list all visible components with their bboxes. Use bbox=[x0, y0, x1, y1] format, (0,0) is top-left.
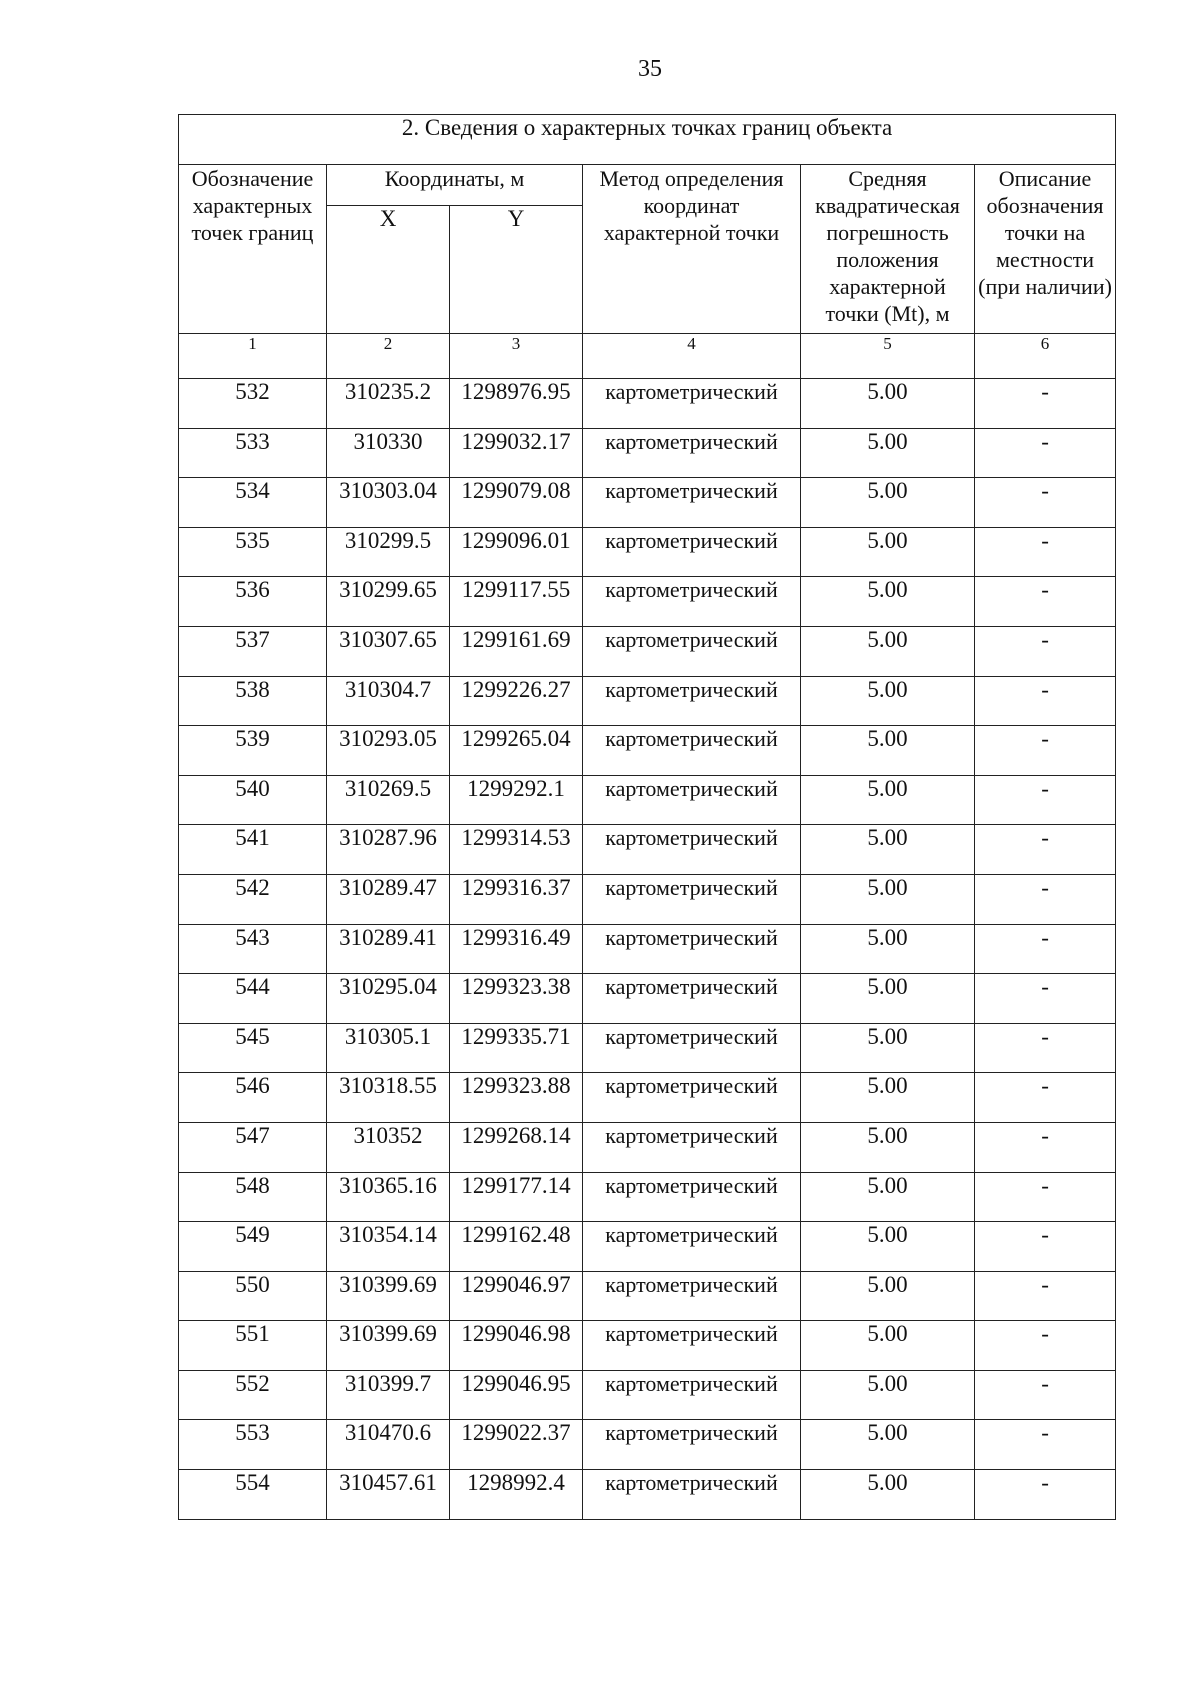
description-cell: - bbox=[975, 1370, 1116, 1420]
x-cell: 310330 bbox=[327, 428, 450, 478]
x-cell: 310399.7 bbox=[327, 1370, 450, 1420]
point-cell: 535 bbox=[179, 527, 327, 577]
y-cell: 1299316.37 bbox=[450, 874, 583, 924]
x-cell: 310352 bbox=[327, 1122, 450, 1172]
method-cell: картометрический bbox=[583, 775, 801, 825]
x-cell: 310289.41 bbox=[327, 924, 450, 974]
table-row bbox=[179, 775, 1116, 825]
table-row bbox=[179, 1420, 1116, 1470]
point-cell: 538 bbox=[179, 676, 327, 726]
column-number: 6 bbox=[975, 334, 1116, 379]
error-cell: 5.00 bbox=[801, 1222, 975, 1272]
table-row bbox=[179, 577, 1116, 627]
point-cell: 540 bbox=[179, 775, 327, 825]
error-cell: 5.00 bbox=[801, 1172, 975, 1222]
method-cell: картометрический bbox=[583, 874, 801, 924]
method-cell: картометрический bbox=[583, 428, 801, 478]
error-cell: 5.00 bbox=[801, 577, 975, 627]
x-cell: 310304.7 bbox=[327, 676, 450, 726]
error-cell: 5.00 bbox=[801, 825, 975, 875]
description-cell: - bbox=[975, 1222, 1116, 1272]
header-coordinates: Координаты, м bbox=[327, 165, 583, 206]
error-cell: 5.00 bbox=[801, 924, 975, 974]
point-cell: 542 bbox=[179, 874, 327, 924]
error-cell: 5.00 bbox=[801, 1073, 975, 1123]
table-body bbox=[179, 379, 1116, 1520]
method-cell: картометрический bbox=[583, 1420, 801, 1470]
error-cell: 5.00 bbox=[801, 775, 975, 825]
column-number: 3 bbox=[450, 334, 583, 379]
description-cell: - bbox=[975, 527, 1116, 577]
header-method: Метод определения координат характерной точки bbox=[583, 165, 801, 334]
method-cell: картометрический bbox=[583, 726, 801, 776]
header-description: Описание обозначения точки на местности (при наличии) bbox=[975, 165, 1116, 334]
column-number-row bbox=[179, 334, 1116, 379]
point-cell: 534 bbox=[179, 478, 327, 528]
table-row bbox=[179, 974, 1116, 1024]
table-row bbox=[179, 626, 1116, 676]
point-cell: 543 bbox=[179, 924, 327, 974]
table-row bbox=[179, 1122, 1116, 1172]
table-row bbox=[179, 1172, 1116, 1222]
y-cell: 1299323.88 bbox=[450, 1073, 583, 1123]
y-cell: 1299268.14 bbox=[450, 1122, 583, 1172]
y-cell: 1299316.49 bbox=[450, 924, 583, 974]
point-cell: 549 bbox=[179, 1222, 327, 1272]
header-x: X bbox=[327, 206, 450, 334]
x-cell: 310318.55 bbox=[327, 1073, 450, 1123]
error-cell: 5.00 bbox=[801, 676, 975, 726]
error-cell: 5.00 bbox=[801, 1023, 975, 1073]
error-cell: 5.00 bbox=[801, 1271, 975, 1321]
y-cell: 1298992.4 bbox=[450, 1470, 583, 1520]
method-cell: картометрический bbox=[583, 1370, 801, 1420]
description-cell: - bbox=[975, 874, 1116, 924]
x-cell: 310289.47 bbox=[327, 874, 450, 924]
table-row bbox=[179, 1470, 1116, 1520]
y-cell: 1299032.17 bbox=[450, 428, 583, 478]
method-cell: картометрический bbox=[583, 1271, 801, 1321]
y-cell: 1299162.48 bbox=[450, 1222, 583, 1272]
x-cell: 310299.65 bbox=[327, 577, 450, 627]
method-cell: картометрический bbox=[583, 1321, 801, 1371]
x-cell: 310287.96 bbox=[327, 825, 450, 875]
point-cell: 536 bbox=[179, 577, 327, 627]
table-row bbox=[179, 1321, 1116, 1371]
method-cell: картометрический bbox=[583, 379, 801, 429]
y-cell: 1299117.55 bbox=[450, 577, 583, 627]
x-cell: 310399.69 bbox=[327, 1321, 450, 1371]
description-cell: - bbox=[975, 775, 1116, 825]
point-cell: 547 bbox=[179, 1122, 327, 1172]
error-cell: 5.00 bbox=[801, 527, 975, 577]
table-row bbox=[179, 1370, 1116, 1420]
description-cell: - bbox=[975, 974, 1116, 1024]
table-row bbox=[179, 924, 1116, 974]
y-cell: 1299096.01 bbox=[450, 527, 583, 577]
description-cell: - bbox=[975, 428, 1116, 478]
y-cell: 1299226.27 bbox=[450, 676, 583, 726]
point-cell: 546 bbox=[179, 1073, 327, 1123]
x-cell: 310354.14 bbox=[327, 1222, 450, 1272]
x-cell: 310235.2 bbox=[327, 379, 450, 429]
table-row bbox=[179, 428, 1116, 478]
error-cell: 5.00 bbox=[801, 726, 975, 776]
point-cell: 551 bbox=[179, 1321, 327, 1371]
point-cell: 537 bbox=[179, 626, 327, 676]
y-cell: 1299177.14 bbox=[450, 1172, 583, 1222]
description-cell: - bbox=[975, 1321, 1116, 1371]
column-number: 4 bbox=[583, 334, 801, 379]
method-cell: картометрический bbox=[583, 478, 801, 528]
point-cell: 541 bbox=[179, 825, 327, 875]
y-cell: 1299022.37 bbox=[450, 1420, 583, 1470]
header-error: Средняя квадратическая погрешность положения характерной точки (Mt), м bbox=[801, 165, 975, 334]
x-cell: 310470.6 bbox=[327, 1420, 450, 1470]
error-cell: 5.00 bbox=[801, 379, 975, 429]
x-cell: 310399.69 bbox=[327, 1271, 450, 1321]
description-cell: - bbox=[975, 1470, 1116, 1520]
y-cell: 1299161.69 bbox=[450, 626, 583, 676]
method-cell: картометрический bbox=[583, 676, 801, 726]
description-cell: - bbox=[975, 626, 1116, 676]
x-cell: 310295.04 bbox=[327, 974, 450, 1024]
boundary-points-table bbox=[178, 114, 1116, 1520]
method-cell: картометрический bbox=[583, 1470, 801, 1520]
table-row bbox=[179, 676, 1116, 726]
error-cell: 5.00 bbox=[801, 1420, 975, 1470]
table-row bbox=[179, 726, 1116, 776]
description-cell: - bbox=[975, 726, 1116, 776]
y-cell: 1299265.04 bbox=[450, 726, 583, 776]
error-cell: 5.00 bbox=[801, 478, 975, 528]
x-cell: 310365.16 bbox=[327, 1172, 450, 1222]
point-cell: 548 bbox=[179, 1172, 327, 1222]
y-cell: 1299323.38 bbox=[450, 974, 583, 1024]
description-cell: - bbox=[975, 1172, 1116, 1222]
description-cell: - bbox=[975, 1023, 1116, 1073]
error-cell: 5.00 bbox=[801, 874, 975, 924]
method-cell: картометрический bbox=[583, 626, 801, 676]
method-cell: картометрический bbox=[583, 825, 801, 875]
method-cell: картометрический bbox=[583, 1222, 801, 1272]
method-cell: картометрический bbox=[583, 1122, 801, 1172]
table-row bbox=[179, 825, 1116, 875]
point-cell: 544 bbox=[179, 974, 327, 1024]
method-cell: картометрический bbox=[583, 1023, 801, 1073]
method-cell: картометрический bbox=[583, 1073, 801, 1123]
description-cell: - bbox=[975, 1271, 1116, 1321]
page-number: 35 bbox=[638, 56, 662, 82]
method-cell: картометрический bbox=[583, 924, 801, 974]
description-cell: - bbox=[975, 1420, 1116, 1470]
description-cell: - bbox=[975, 825, 1116, 875]
description-cell: - bbox=[975, 1073, 1116, 1123]
column-number: 5 bbox=[801, 334, 975, 379]
description-cell: - bbox=[975, 379, 1116, 429]
point-cell: 553 bbox=[179, 1420, 327, 1470]
x-cell: 310305.1 bbox=[327, 1023, 450, 1073]
header-y: Y bbox=[450, 206, 583, 334]
method-cell: картометрический bbox=[583, 527, 801, 577]
y-cell: 1299335.71 bbox=[450, 1023, 583, 1073]
point-cell: 532 bbox=[179, 379, 327, 429]
y-cell: 1298976.95 bbox=[450, 379, 583, 429]
y-cell: 1299314.53 bbox=[450, 825, 583, 875]
point-cell: 539 bbox=[179, 726, 327, 776]
column-number: 1 bbox=[179, 334, 327, 379]
table-row bbox=[179, 478, 1116, 528]
x-cell: 310307.65 bbox=[327, 626, 450, 676]
table-row bbox=[179, 1073, 1116, 1123]
error-cell: 5.00 bbox=[801, 1122, 975, 1172]
y-cell: 1299046.97 bbox=[450, 1271, 583, 1321]
x-cell: 310303.04 bbox=[327, 478, 450, 528]
description-cell: - bbox=[975, 577, 1116, 627]
header-designation: Обозначение характерных точек границ bbox=[179, 165, 327, 334]
table-row bbox=[179, 1271, 1116, 1321]
error-cell: 5.00 bbox=[801, 626, 975, 676]
method-cell: картометрический bbox=[583, 577, 801, 627]
description-cell: - bbox=[975, 1122, 1116, 1172]
description-cell: - bbox=[975, 478, 1116, 528]
table-row bbox=[179, 527, 1116, 577]
error-cell: 5.00 bbox=[801, 428, 975, 478]
table-row bbox=[179, 379, 1116, 429]
table-row bbox=[179, 1023, 1116, 1073]
point-cell: 533 bbox=[179, 428, 327, 478]
point-cell: 554 bbox=[179, 1470, 327, 1520]
y-cell: 1299046.95 bbox=[450, 1370, 583, 1420]
error-cell: 5.00 bbox=[801, 1370, 975, 1420]
x-cell: 310269.5 bbox=[327, 775, 450, 825]
point-cell: 552 bbox=[179, 1370, 327, 1420]
y-cell: 1299079.08 bbox=[450, 478, 583, 528]
section-title: 2. Сведения о характерных точках границ объекта bbox=[179, 115, 1116, 165]
method-cell: картометрический bbox=[583, 1172, 801, 1222]
point-cell: 545 bbox=[179, 1023, 327, 1073]
y-cell: 1299046.98 bbox=[450, 1321, 583, 1371]
x-cell: 310293.05 bbox=[327, 726, 450, 776]
column-number: 2 bbox=[327, 334, 450, 379]
description-cell: - bbox=[975, 676, 1116, 726]
description-cell: - bbox=[975, 924, 1116, 974]
error-cell: 5.00 bbox=[801, 1321, 975, 1371]
table-row bbox=[179, 1222, 1116, 1272]
method-cell: картометрический bbox=[583, 974, 801, 1024]
error-cell: 5.00 bbox=[801, 974, 975, 1024]
table-row bbox=[179, 874, 1116, 924]
x-cell: 310299.5 bbox=[327, 527, 450, 577]
point-cell: 550 bbox=[179, 1271, 327, 1321]
x-cell: 310457.61 bbox=[327, 1470, 450, 1520]
error-cell: 5.00 bbox=[801, 1470, 975, 1520]
y-cell: 1299292.1 bbox=[450, 775, 583, 825]
